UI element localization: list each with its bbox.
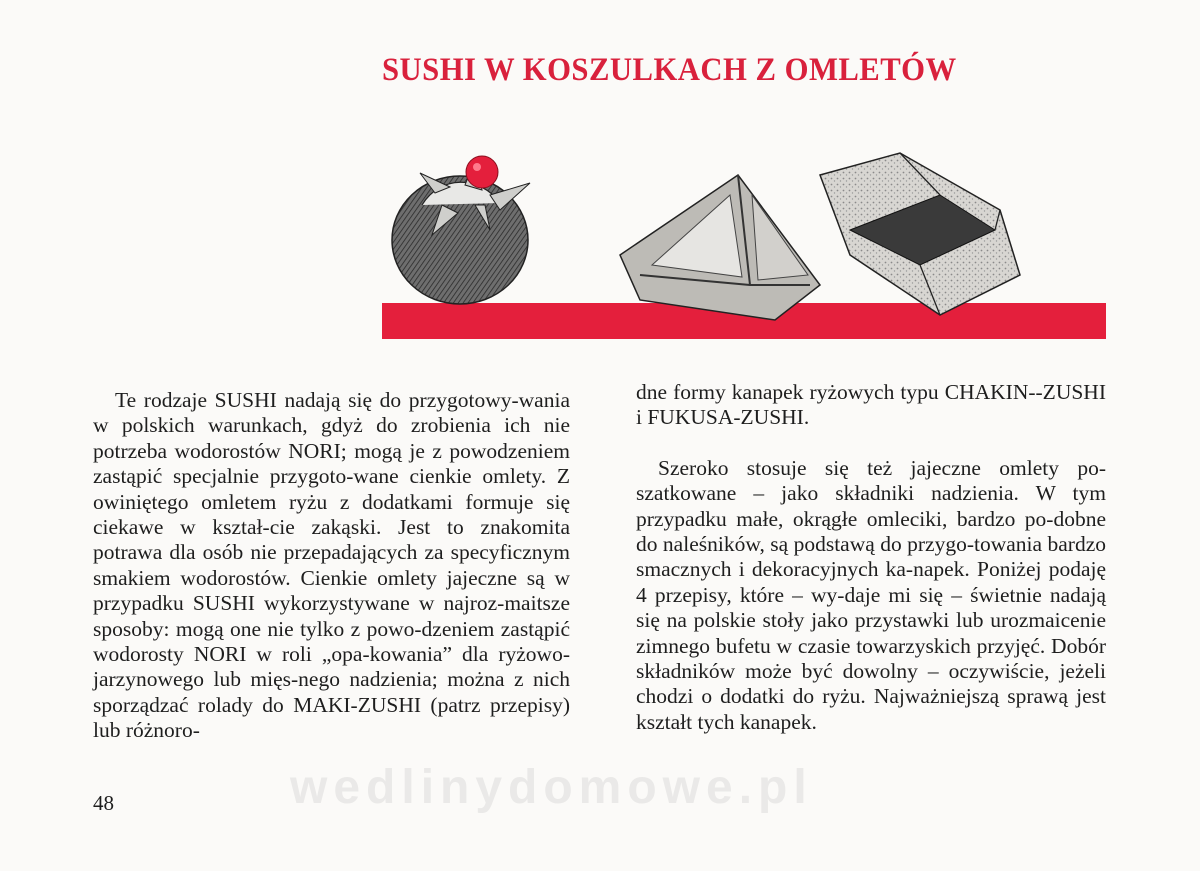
fukusa-sushi-parcel xyxy=(620,175,820,320)
page-title: SUSHI W KOSZULKACH Z OMLETÓW xyxy=(382,52,957,88)
sushi-illustration xyxy=(380,135,1120,345)
chakin-sushi-ball xyxy=(392,156,530,304)
paragraph: Te rodzaje SUSHI nadają się do przygotowy-wania w polskich warunkach, gdyż do zrobienia ich nie potrzeba wodorostów NORI; mogą je z powodzeniem zastąpić specjalnie przygoto-wane cienkie omlety. Z owiniętego omletem ryżu z dodatkami formuje się ciekawe w kształ-cie zakąski. Jest to znakomita potrawa dla osób nie przepadających za specyficznym smakiem wodorostów. Cienkie omlety jajeczne są w przypadku SUSHI wykorzystywane w najroz-maitsze sposoby: mogą one nie tylko z powo-dzeniem zastąpić wodorosty NORI w roli „opa-kowania” dla ryżowo-jarzynowego lub mięs-nego nadzienia; można z nich sporządzać rolady do MAKI-ZUSHI (patrz przepisy) lub różnoro- xyxy=(93,388,570,743)
paragraph: dne formy kanapek ryżowych typu CHAKIN--ZUSHI i FUKUSA-ZUSHI. xyxy=(636,380,1106,430)
page-number: 48 xyxy=(93,791,114,815)
paragraph: Szeroko stosuje się też jajeczne omlety po-szatkowane – jako składniki nadzienia. W tym przypadku małe, okrągłe omleciki, bardzo po-dobne do naleśników, są podstawą do przygo-towania bardzo smacznych i dekoracyjnych ka-napek. Poniżej podaję 4 przepisy, które – wy-daje mi się – świetnie nadają się na polskie stoły jako przystawki lub urozmaicenie zimnego bufetu w czasie towarzyskich przyjęć. Dobór składników może być dowolny – oczywiście, jeżeli chodzi o dodatki do ryżu. Najważniejszą sprawą jest kształt tych kanapek. xyxy=(636,455,1106,734)
left-text-column xyxy=(93,388,570,744)
watermark: wedlinydomowe.pl xyxy=(290,761,813,814)
sushi-block xyxy=(820,153,1020,315)
right-text-column xyxy=(636,380,1106,735)
